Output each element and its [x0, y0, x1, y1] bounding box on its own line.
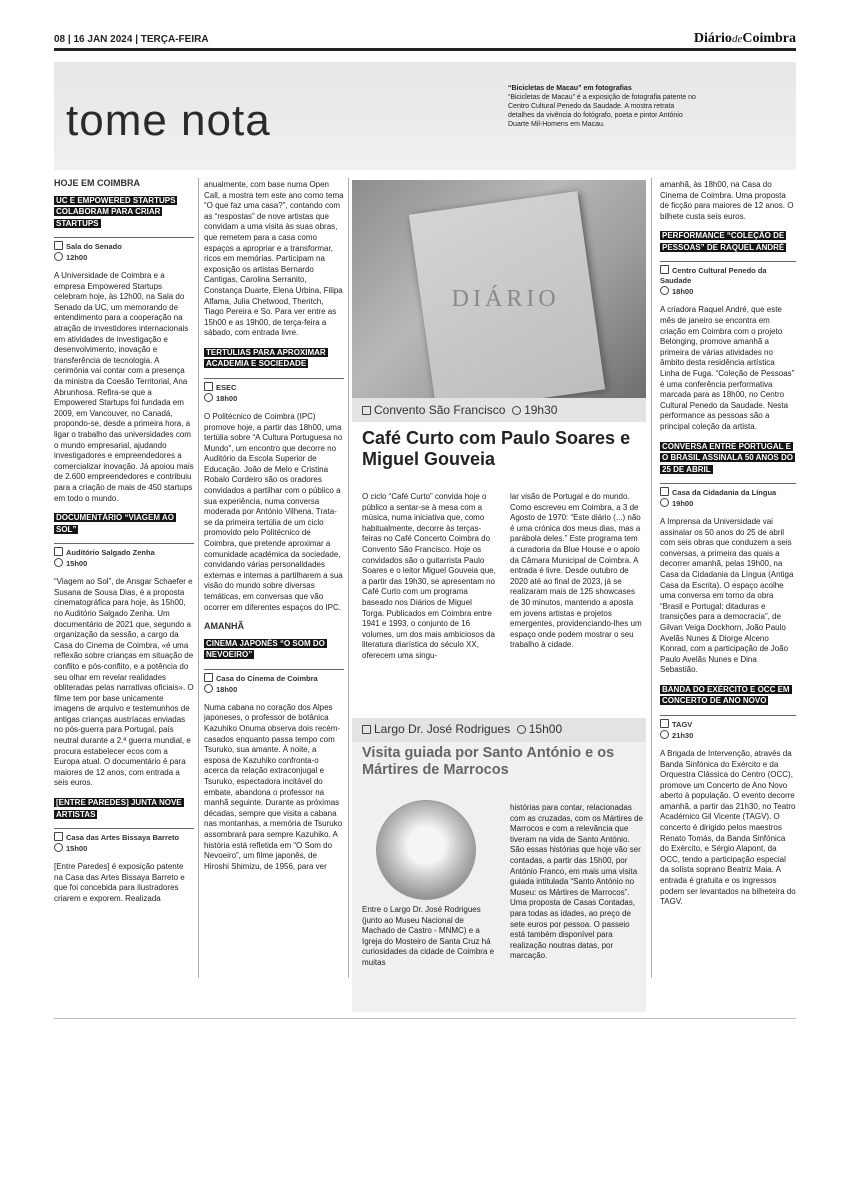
feature2-headline: Visita guiada por Santo António e os Mártires de Marrocos	[362, 745, 615, 778]
event-text: O Politécnico de Coimbra (IPC) promove hoje, a partir das 18h00, uma tertúlia sobre “A Cultura Portuguesa no Mundo”, um encontro que decorre no Auditório da Escola Superior de Educação. João de Melo e Cristina Robalo Cordeiro são os oradores convidados a partilhar com o público a sua experiência, numa conversa moderada por António Vilhena. Trata-se da primeira tertúlia de um ciclo promovido pelo Politécnico de Coimbra, que pretende aproximar a comunidade académica da sociedade, convidando várias personalidades externas e internas a partilharem a sua visão do mundo sobre diversas temáticas, em conversas que vão ocorrer em diferentes espaços do IPC.	[204, 411, 343, 612]
caption-title: “Bicicletas de Macau” em fotografias	[508, 85, 632, 92]
location-icon	[54, 547, 63, 556]
event-text: [Entre Paredes] é exposição patente na Casa das Artes Bissaya Barreto e que foi concebida para ilustradores criarem e exporem. Realizada	[54, 862, 185, 903]
header-rule	[54, 48, 796, 51]
feature2-text-left: Entre o Largo Dr. José Rodrigues (junto ao Museu Nacional de Machado de Castro - MNMC) e a Igreja do Mosteiro de Santa Cruz há curiosidades da cidade de Coimbra e muitas	[362, 905, 495, 967]
event-time: 15h00	[54, 843, 194, 854]
feature2-text-right: histórias para contar, relacionadas com as cruzadas, com os Mártires de Marrocos e com a relevância que tiveram na vida de Santo António. São essas histórias que hoje vão ser contadas, a partir das 15h00, por António Franco, em mais uma visita guiada intitulada “Santo António no Museu: os Mártires de Marrocos”. Uma proposta de Casas Contadas, para todas as idades, ao preço de sete euros por pessoa. O passeio está também disponível para realização noutras datas, por marcação.	[510, 803, 643, 961]
event-place: ESEC	[204, 378, 344, 393]
feature-headline: Café Curto com Paulo Soares e Miguel Gouveia	[362, 428, 631, 469]
weekday: TERÇA-FEIRA	[140, 34, 209, 45]
page-bottom-rule	[54, 1018, 796, 1019]
event-time: 19h00	[660, 498, 796, 509]
clock-icon	[660, 730, 669, 739]
feature2-location: Largo Dr. José Rodrigues 15h00	[362, 722, 562, 736]
column-divider	[348, 178, 349, 978]
location-icon	[362, 725, 371, 734]
section-title: tome nota	[66, 96, 271, 145]
event-place: Casa das Artes Bissaya Barreto	[54, 828, 194, 843]
event-text: A Brigada de Intervenção, através da Banda Sinfónica do Exército e da Orquestra Clássica do Centro (OCC), promove um Concerto de Ano Novo aberto à população. O evento decorre amanhã, a partir das 21h30, no Teatro Académico Gil Vicente (TAGV). O concerto é dirigido pelos maestros Renato Tomás, da Banda Sinfónica do Exército, e Sérgio Alapont, da OCC, tendo a participação especial da solista soprano Beatriz Maia. A entrada é gratuita e os ingressos podem ser levantados na bilheteira do TAGV.	[660, 748, 796, 907]
location-icon	[660, 719, 669, 728]
event-tag: UC E EMPOWERED STARTUPS COLABORAM PARA CRIAR STARTUPS	[56, 195, 176, 228]
banner-caption	[508, 84, 698, 129]
clock-icon	[54, 843, 63, 852]
column-divider	[198, 178, 199, 978]
clock-icon	[54, 558, 63, 567]
event-time: 15h00	[54, 558, 194, 569]
caption-text: “Bicicletas de Macau” é a exposição de fotografia patente no Centro Cultural Penedo da Saudade. A mostra retrata detalhes da vivência do fotógrafo, poeta e pintor António Duarte Mil-Homens em Macau.	[508, 94, 696, 128]
event-tag: [ENTRE PAREDES] JUNTA NOVE ARTISTAS	[56, 798, 182, 819]
feature-location: Convento São Francisco 19h30	[362, 403, 557, 417]
clock-icon	[204, 684, 213, 693]
event-time: 18h00	[660, 286, 796, 297]
event-place: Sala do Senado	[54, 237, 194, 252]
column-1	[54, 178, 194, 912]
column-divider	[651, 178, 652, 978]
event-text: A Universidade de Coimbra e a empresa Empowered Startups celebram hoje, às 12h00, na Sala do Senado da UC, um memorando de entendimento para a cooperação na atração de investidores internacionais em atividades de investigação e desenvolvimento, inovação e transferência de tecnologia. A cerimónia vai contar com a presença da ministra da Coesão Territorial, Ana Abrunhosa. Refira-se que a Empowered Startups foi fundada em 2009, em Vancouver, no Canadá, propondo-se, desde a primeira hora, a ligar o trabalho das universidades com o mundo empresarial, ajudando investigadores e empreendedores a comercializar inovação. Já apoiou mais de 2.600 empreendedores e contribuiu para a criação de mais de 450 startups em todo o mundo.	[54, 271, 194, 503]
column-2	[204, 180, 344, 880]
event-text: anualmente, com base numa Open Call, a mostra tem este ano como tema “O que faz uma casa?”, contando com as “respostas” de nove artistas que convidam a uma visita às suas obras, que remetem para a casa como espaços a apropriar e a transformar, ricos em memórias. Participam na exposição os artistas Bernardo Cantigas, Carolina Serranito, Constança Duarte, Elena Urbina, Filipa Alfama, Julia Chetwood, Theritch, Tiago Pereira e So. Para ver entre as 15h00 e as 19h00, de terça-feira a sábado, com entrada livre.	[204, 180, 344, 338]
clock-icon	[54, 252, 63, 261]
issue-date: 16 JAN 2024	[73, 34, 133, 45]
event-place: Casa do Cinema de Coimbra	[204, 669, 344, 684]
church-photo	[376, 800, 476, 900]
event-tag: CINEMA JAPONÊS “O SOM DO NEVOEIRO”	[206, 638, 325, 660]
event-tag: BANDA DO EXÉRCITO E OCC EM CONCERTO DE ANO NOVO	[662, 684, 790, 706]
event-text: amanhã, às 18h00, na Casa do Cinema de Coimbra. Uma proposta de ficção para maiores de 12 anos. O bilhete custa seis euros.	[660, 180, 794, 221]
event-time: 18h00	[204, 393, 344, 404]
event-place: Casa da Cidadania da Língua	[660, 483, 796, 498]
location-icon	[204, 673, 213, 682]
section-heading: AMANHÃ	[204, 621, 244, 632]
section-heading: HOJE EM COIMBRA	[54, 178, 141, 188]
event-text: A Imprensa da Universidade vai assinalar os 50 anos do 25 de abril com seis obras que conduzem a seis conversas, a primeira das quais a decorrer amanhã, pelas 19h00, na Casa da Cidadania da Língua (Antiga Casa da Escrita). O espaço acolhe uma conversa em torno da obra “Brasil e Portugal: ditaduras e transições para a democracia”, de Gilvan Veiga Dockhorn, João Paulo Avelãs Nunes & Diorge Alceno Konrad, com a participação de João Paulo Avelãs Nunes e Dina Sebastião.	[660, 517, 794, 675]
location-icon	[660, 487, 669, 496]
page-header-info: 08 | 16 JAN 2024 | TERÇA-FEIRA	[54, 34, 209, 45]
clock-icon	[660, 498, 669, 507]
event-tag: TERTÚLIAS PARA APROXIMAR ACADEMIA E SOCIEDADE	[206, 347, 326, 369]
page-number: 08	[54, 34, 66, 45]
event-tag: PERFORMANCE “COLEÇÃO DE PESSOAS” DE RAQUEL ANDRÉ	[662, 231, 785, 252]
location-icon	[204, 382, 213, 391]
event-place: Auditório Salgado Zenha	[54, 543, 194, 558]
masthead: DiáriodeCoimbra	[693, 31, 796, 46]
clock-icon	[204, 393, 213, 402]
event-time: 18h00	[204, 684, 344, 695]
feature-text-right: lar visão de Portugal e do mundo. Como escreveu em Coimbra, a 3 de Agosto de 1970: “Este diário (...) não é uma crónica dos meus dias, mas a parábola deles.” Este programa tem a curadoria da Blue House e o apoio da Câmara Municipal de Coimbra. A entrada é livre. Desde outubro de 2020 até ao final de 2023, já se realizaram mais de 125 showcases de 30 minutos, mantendo a aposta em jovens artistas e projetos emergentes, providenciando-lhes um espaço onde podem mostrar o seu trabalho à cidade.	[510, 492, 642, 650]
event-place: Centro Cultural Penedo da Saudade	[660, 261, 796, 286]
event-tag: DOCUMENTÁRIO “VIAGEM AO SOL”	[56, 513, 174, 534]
location-icon	[660, 265, 669, 274]
book-cover-title: DIÁRIO	[451, 286, 560, 313]
event-time: 21h30	[660, 730, 796, 741]
feature-text-left: O ciclo “Café Curto” convida hoje o público a sentar-se à mesa com a música, numa iniciativa que, como habitualmente, decorre às terças-feiras no Café Concerto Coimbra do Convento São Francisco. Hoje os convidados são o guitarrista Paulo Soares e o leitor Miguel Gouveia que, a partir das 19h30, se apresentam no Café Curto com um programa baseado nos Diários de Miguel Torga. Publicados em Coimbra entre 1941 e 1993, o conjunto de 16 volumes, um dos mais ambiciosos da literatura diarística do século XX, oferecem uma singu-	[362, 492, 496, 660]
clock-icon	[512, 406, 521, 415]
book-cover	[409, 191, 605, 398]
column-5	[660, 180, 796, 916]
event-time: 12h00	[54, 252, 194, 263]
event-text: Numa cabana no coração dos Alpes japoneses, o professor de botânica Kazuhiko Onuma observa dois recém-casados enquanto passa tempo com Tsuruko, sua amante. À noite, a esposa de Kazuhiko confronta-o acerca da relação extraconjugal e Tsuruko, espectadora incitável do embate, abandona o professor na manhã seguinte. Durante as próximas décadas, sempre que visita a cabana nas montanhas, a memória de Tsuruko assombrará para sempre Kazuhiko. A história está refletida em “O Som do Nevoeiro”, um filme japonês, de Hiroshi Shimizu, de 1956, para ver	[204, 702, 343, 871]
event-text: A criadora Raquel André, que este mês de janeiro se encontra em criação em Coimbra com o projeto Belonging, promove amanhã a primeira de várias atividades no âmbito desta residência artística Linha de Fuga. “Coleção de Pessoas” é uma conferência performativa marcada para as 18h00, no Centro Cultural Penedo da Saudade. Nesta performance as pessoas são a principal coleção da artista.	[660, 305, 795, 431]
event-tag: CONVERSA ENTRE PORTUGAL E O BRASIL ASSINALA 50 ANOS DO 25 DE ABRIL	[662, 441, 793, 474]
location-icon	[54, 832, 63, 841]
event-text: “Viagem ao Sol”, de Ansgar Schaefer e Susana de Sousa Dias, é a proposta cinematográfica para hoje, às 15h00, no Auditório Salgado Zenha. Um documentário de 2021 que, segundo a organização da sessão, a cargo da Casa do Cinema de Coimbra, «é uma reflexão sobre crianças em situação de conflito e pós-conflito, e a potência do seu olhar em revelar realidades obliteradas pelas narrativas oficiais». O filme tem por base unicamente imagens de arquivo e testemunhos de antigas crianças austríacas enviadas no pós-guerra para Portugal, país neutral durante a 2.ª guerra mundial, e procura estabelecer ecos com a Europa atual. O documentário é para maiores de 12 anos, com entrada a seis euros.	[54, 577, 194, 788]
location-icon	[362, 406, 371, 415]
event-place: TAGV	[660, 715, 796, 730]
clock-icon	[517, 725, 526, 734]
diary-book-photo	[352, 180, 646, 398]
location-icon	[54, 241, 63, 250]
clock-icon	[660, 286, 669, 295]
